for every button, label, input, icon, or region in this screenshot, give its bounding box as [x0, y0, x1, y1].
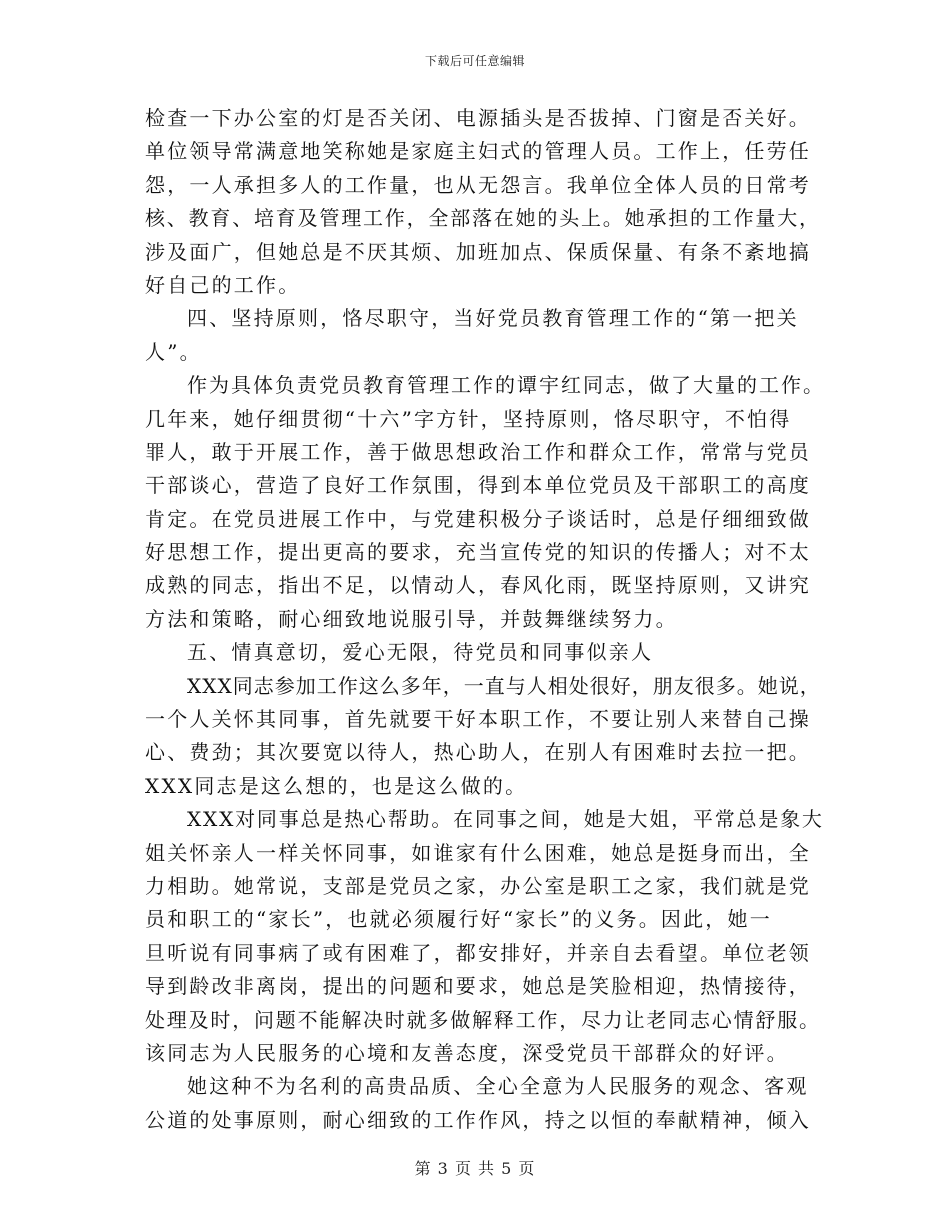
text-line: 干部谈心，营造了良好工作氛围，得到本单位党员及干部职工的高度	[145, 473, 811, 498]
text-line: 单位领导常满意地笑称她是家庭主妇式的管理人员。工作上，任劳任	[145, 139, 811, 164]
text-line: 涉及面广，但她总是不厌其烦、加班加点、保质保量、有条不紊地搞	[145, 239, 811, 264]
text-line: 好自己的工作。	[145, 272, 301, 297]
text-line: 几年来，她仔细贯彻“十六”字方针，坚持原则，恪尽职守，不怕得	[145, 406, 792, 431]
text-line: 四、坚持原则，恪尽职守，当好党员教育管理工作的“第一把关	[187, 306, 799, 331]
text-line: 肯定。在党员进展工作中，与党建积极分子谈话时，总是仔细细致做	[145, 506, 811, 531]
text-line: 导到龄改非离岗，提出的问题和要求，她总是笑脸相迎，热情接待，	[145, 974, 811, 999]
text-line: 一个人关怀其同事，首先就要干好本职工作，不要让别人来替自己操	[145, 707, 811, 732]
text-line: 她这种不为名利的高贵品质、全心全意为人民服务的观念、客观	[187, 1074, 809, 1099]
page-header: 下载后可任意编辑	[424, 54, 525, 68]
text-line: 姐关怀亲人一样关怀同事，如谁家有什么困难，她总是挺身而出，全	[145, 840, 811, 865]
text-line: 罪人，敢于开展工作，善于做思想政治工作和群众工作，常常与党员	[145, 439, 811, 464]
text-line: 心、费劲；其次要宽以待人，热心助人，在别人有困难时去拉一把。	[145, 740, 811, 765]
text-line: 人”。	[145, 339, 202, 364]
text-line: XXX同志参加工作这么多年，一直与人相处很好，朋友很多。她说，	[187, 673, 821, 698]
text-line: 怨，一人承担多人的工作量，也从无怨言。我单位全体人员的日常考	[145, 172, 811, 197]
text-line: 核、教育、培育及管理工作，全部落在她的头上。她承担的工作量大，	[145, 206, 821, 231]
text-line: 作为具体负责党员教育管理工作的谭宇红同志，做了大量的工作。	[187, 373, 825, 398]
text-line: 成熟的同志，指出不足，以情动人，春风化雨，既坚持原则，又讲究	[145, 573, 811, 598]
text-line: 五、情真意切，爱心无限，待党员和同事似亲人	[187, 640, 654, 665]
text-line: 方法和策略，耐心细致地说服引导，并鼓舞继续努力。	[145, 606, 678, 631]
text-line: 该同志为人民服务的心境和友善态度，深受党员干部群众的好评。	[145, 1040, 789, 1065]
text-line: 公道的处事原则，耐心细致的工作作风，持之以恒的奉献精神，倾入	[145, 1107, 811, 1132]
text-line: 处理及时，问题不能解决时就多做解释工作，尽力让老同志心情舒服。	[145, 1007, 821, 1032]
text-line: XXX对同事总是热心帮助。在同事之间，她是大姐，平常总是象大	[187, 807, 824, 832]
document-body	[145, 102, 825, 1137]
text-line: 检查一下办公室的灯是否关闭、电源插头是否拔掉、门窗是否关好。	[145, 106, 811, 130]
text-line: XXX同志是这么想的，也是这么做的。	[145, 773, 528, 798]
text-line: 力相助。她常说，支部是党员之家，办公室是职工之家，我们就是党	[145, 873, 811, 898]
page-footer: 第 3 页 共 5 页	[414, 1159, 536, 1178]
text-line: 好思想工作，提出更高的要求，充当宣传党的知识的传播人；对不太	[145, 540, 811, 565]
text-line: 旦听说有同事病了或有困难了，都安排好，并亲自去看望。单位老领	[145, 940, 811, 965]
text-line: 员和职工的“家长”，也就必须履行好“家长”的义务。因此，她一	[145, 907, 772, 932]
